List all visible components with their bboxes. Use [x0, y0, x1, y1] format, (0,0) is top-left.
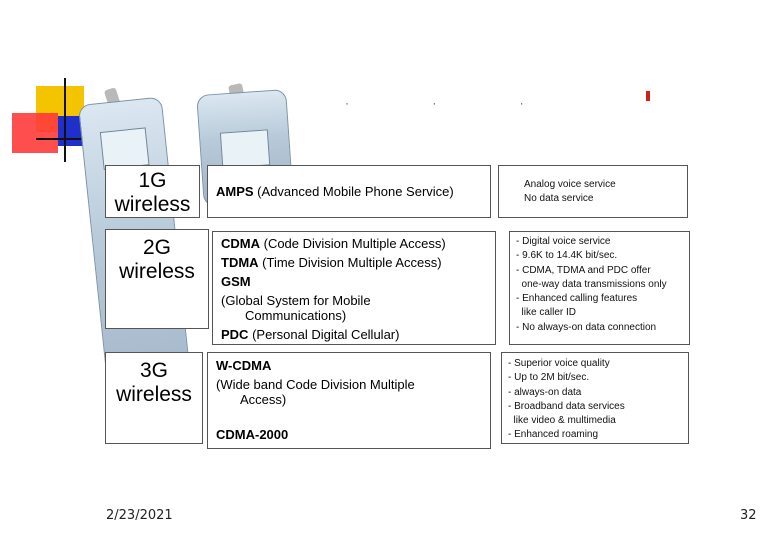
tech-line — [216, 358, 482, 373]
title-fragments: · · · — [345, 96, 564, 110]
tech-acronym: TDMA — [221, 255, 259, 270]
tech-line — [221, 274, 487, 289]
technology-box-3g — [207, 352, 491, 449]
tech-description: (Time Division Multiple Access) — [258, 255, 442, 270]
features-box-3g — [501, 352, 689, 444]
decorative-vertical-line — [64, 78, 66, 162]
feature-line: Analog voice service — [524, 179, 616, 190]
tech-line — [221, 293, 487, 308]
tech-acronym: PDC — [221, 327, 249, 342]
features-box-2g — [509, 231, 690, 345]
footer-date: 2/23/2021 — [106, 508, 173, 523]
tech-acronym: CDMA — [221, 236, 260, 251]
feature-line: - Enhanced roaming — [508, 429, 599, 441]
tech-description: (Code Division Multiple Access) — [260, 236, 446, 251]
tech-acronym: CDMA-2000 — [216, 427, 289, 442]
feature-line: - Superior voice quality — [508, 358, 610, 369]
tech-line — [221, 327, 487, 342]
generation-number: 3G — [139, 359, 168, 382]
feature-line: like video & multimedia — [508, 415, 616, 427]
feature-line: - CDMA, TDMA and PDC offer — [516, 264, 651, 276]
tech-description: (Advanced Mobile Phone Service) — [253, 184, 454, 199]
tech-line — [216, 184, 482, 199]
tech-acronym: W-CDMA — [216, 358, 272, 373]
title-red-mark — [646, 91, 650, 101]
decorative-horizontal-line — [36, 138, 86, 140]
generation-box-1g — [105, 165, 200, 218]
generation-box-2g — [105, 229, 209, 329]
feature-line: - always-on data — [508, 386, 582, 398]
generation-word: wireless — [116, 383, 192, 406]
feature-line: - No always-on data connection — [516, 321, 657, 333]
tech-acronym: AMPS — [216, 184, 254, 199]
generation-number: 2G — [142, 236, 171, 259]
tech-description: (Wide band Code Division Multiple — [216, 377, 415, 392]
tech-line — [221, 255, 487, 270]
page-number: 32 — [740, 508, 757, 523]
tech-description: Communications) — [245, 308, 347, 323]
feature-line: like caller ID — [516, 307, 577, 319]
tech-line — [216, 427, 482, 442]
feature-line: - 9.6K to 14.4K bit/sec. — [516, 250, 618, 262]
tech-line — [221, 236, 487, 251]
tech-line — [216, 377, 482, 392]
generation-word: wireless — [119, 260, 195, 283]
feature-line: one-way data transmissions only — [516, 278, 667, 290]
tech-description: (Personal Digital Cellular) — [248, 327, 400, 342]
tech-acronym: GSM — [221, 274, 251, 289]
decorative-red-square — [12, 113, 58, 153]
generation-number: 1G — [138, 169, 167, 192]
generation-word: wireless — [114, 193, 191, 216]
features-box-1g — [498, 165, 688, 218]
technology-box-1g — [207, 165, 491, 218]
feature-line: - Up to 2M bit/sec. — [508, 372, 590, 384]
tech-line — [216, 392, 482, 407]
feature-line: - Broadband data services — [508, 400, 625, 412]
feature-line: No data service — [524, 193, 594, 205]
generation-box-3g — [105, 352, 203, 444]
tech-line — [221, 308, 487, 323]
feature-line: - Digital voice service — [516, 236, 611, 247]
tech-description: (Global System for Mobile — [221, 293, 371, 308]
feature-line: - Enhanced calling features — [516, 293, 638, 305]
tech-description: Access) — [240, 392, 287, 407]
technology-box-2g — [212, 231, 496, 345]
